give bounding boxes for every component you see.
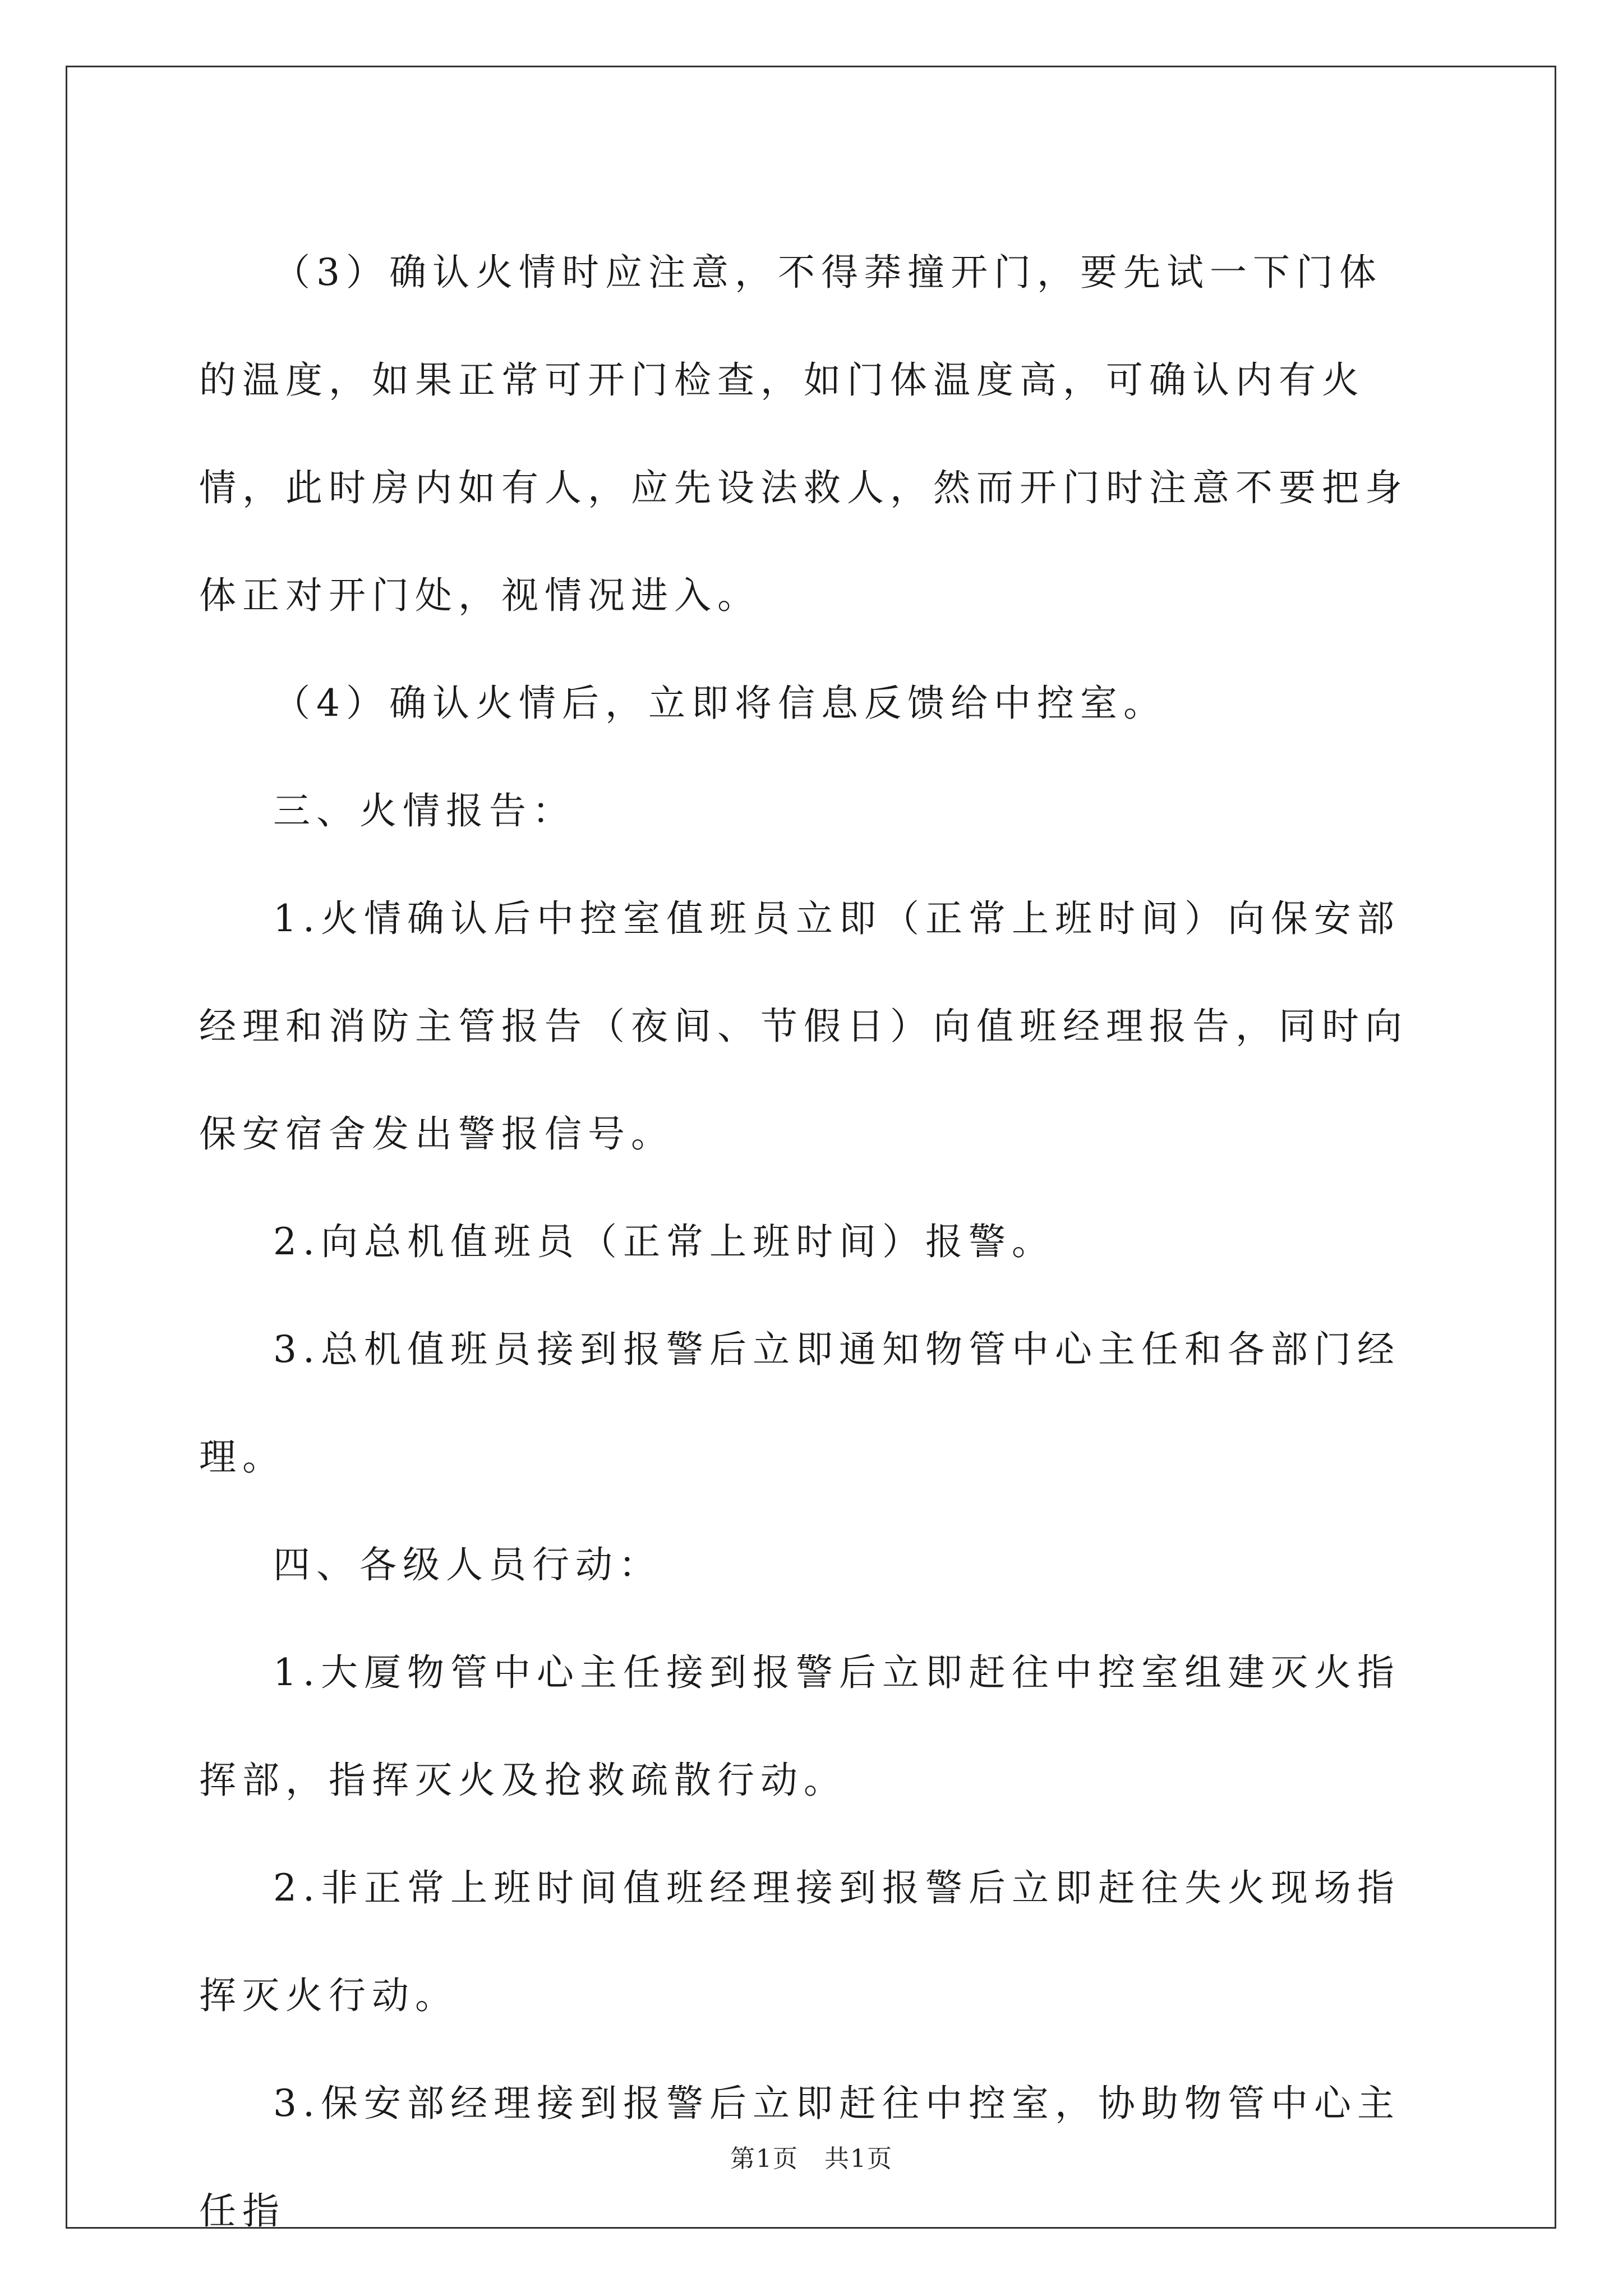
paragraph-report-step-1: 1.火情确认后中控室值班员立即（正常上班时间）向保安部经理和消防主管报告（夜间、节假日）向值班经理报告，同时向保安宿舍发出警报信号。 (199, 897, 1408, 1156)
paragraph-confirm-fire-caution: （3）确认火情时应注意，不得莽撞开门，要先试一下门体的温度，如果正常可开门检查，如门体温度高，可确认内有火情，此时房内如有人，应先设法救人，然而开门时注意不要把身体正对开门处，视情况进入。 (199, 251, 1408, 617)
paragraph-report-step-3: 3.总机值班员接到报警后立即通知物管中心主任和各部门经理。 (199, 1328, 1400, 1479)
paragraph-report-step-2: 2.向总机值班员（正常上班时间）报警。 (273, 1220, 1055, 1263)
paragraph-action-step-3: 3.保安部经理接到报警后立即赶往中控室，协助物管中心主任指 (199, 2082, 1400, 2233)
document-body (199, 219, 1422, 2265)
section-heading-personnel-actions: 四、各级人员行动： (273, 1543, 662, 1586)
page-number-footer: 第1页 共1页 (730, 2145, 893, 2173)
section-heading-fire-report: 三、火情报告： (273, 789, 575, 832)
paragraph-action-step-1: 1.大厦物管中心主任接到报警后立即赶往中控室组建灭火指挥部，指挥灭火及抢救疏散行动。 (199, 1651, 1400, 1802)
paragraph-report-to-control-room: （4）确认火情后，立即将信息反馈给中控室。 (273, 682, 1166, 725)
paragraph-action-step-2: 2.非正常上班时间值班经理接到报警后立即赶往失火现场指挥灭火行动。 (199, 1866, 1400, 2017)
